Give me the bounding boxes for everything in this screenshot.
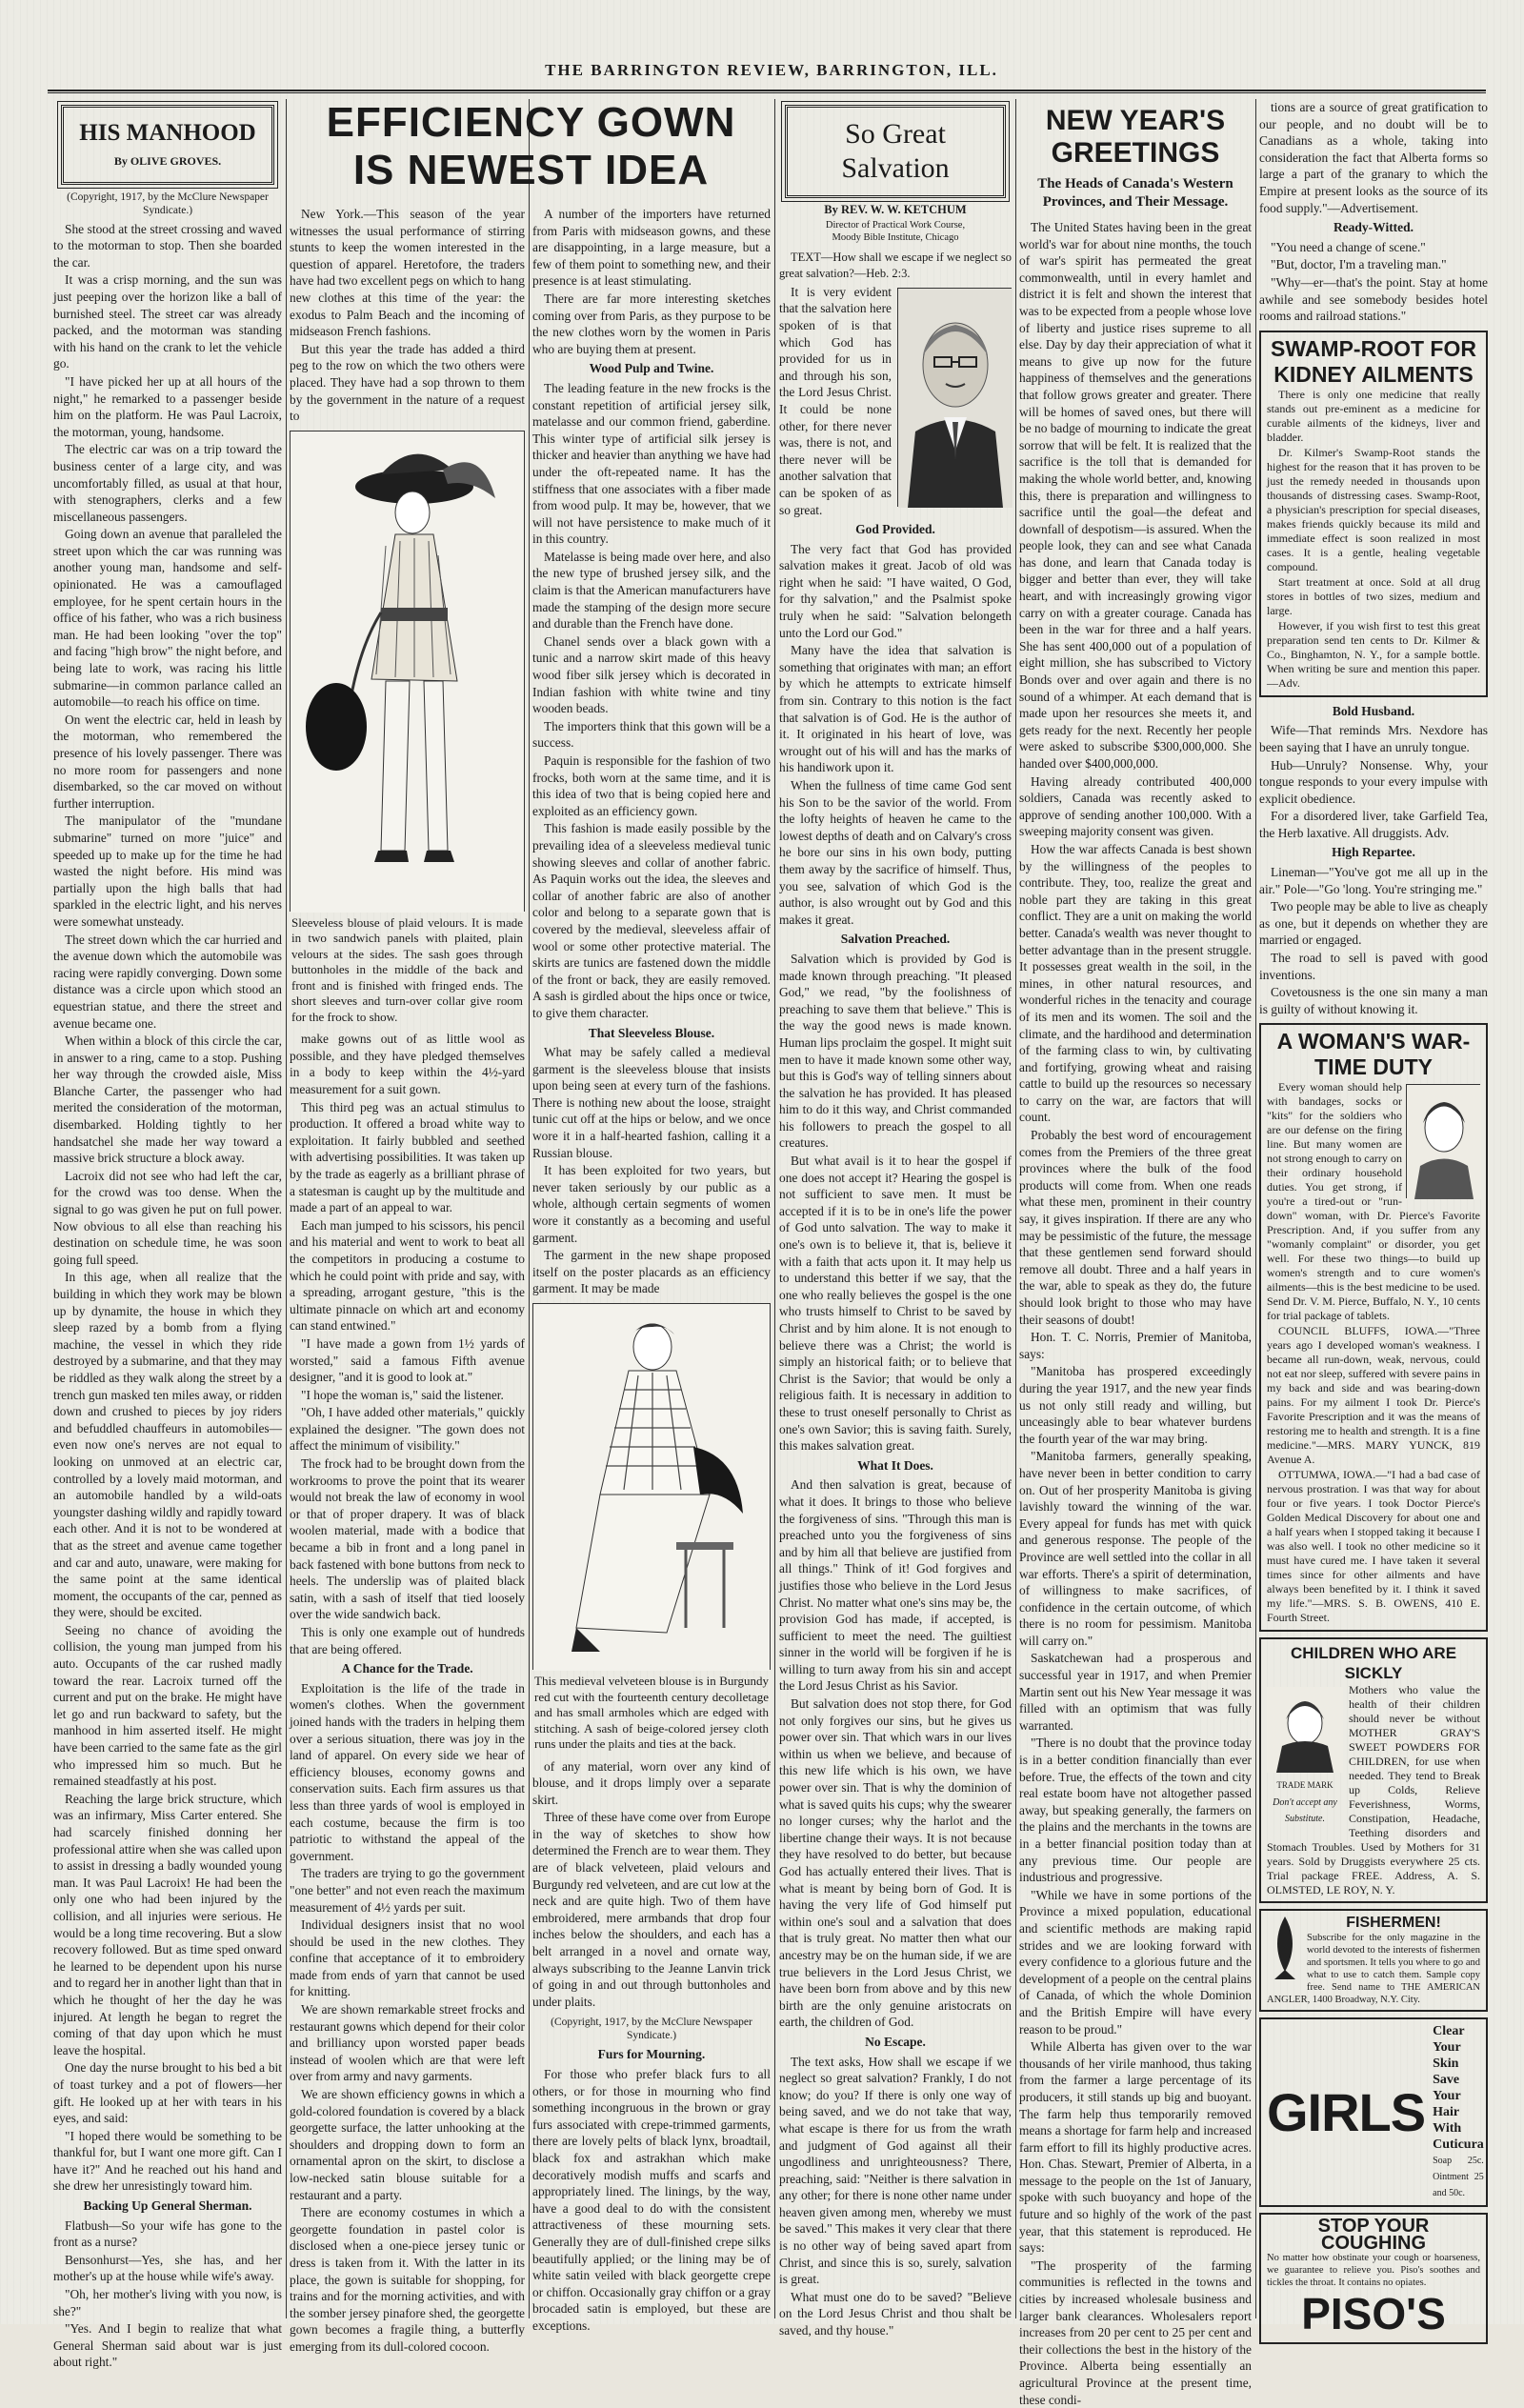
paragraph: "Manitoba has prospered exceedingly during the year 1917, and the new year finds us not only still ready and willing, but unceasingly able to bear whatever burdens the fourth year of the war may bring. (1019, 1364, 1252, 1446)
subhead: Salvation Preached. (840, 932, 951, 947)
story-author: By OLIVE GROVES. (113, 154, 222, 168)
sermon-body (779, 951, 1012, 1455)
article-body-b1 (532, 380, 771, 1022)
paragraph: The very fact that God has provided salvation makes it great. Jacob of old was right when he said: "I have waited, O God, for thy salvation," and the Psalmist spoke truly when he said: "Salvation belongeth unto the Lord our God." (779, 541, 1012, 640)
column-efficiency-a (290, 206, 525, 2354)
sermon-title-line1: So Great (845, 118, 946, 150)
paragraph: The frock had to be brought down from the workrooms to prove the point that its wearer would not break the law of economy in wool or that of proper drapery. It was of black woolen material, made with a bodice that became a bib in front and a long panel in back fastened with bone buttons from neck to heels. The underslip was of plaited black satin, with a sash of itself that tied loosely over the wide sandwich back. (290, 1456, 525, 1622)
paragraph: "I have picked her up at all hours of the night," he remarked to a passenger beside him on the platform. He was Paul Lacroix, the motorman, young, handsome. (53, 373, 282, 439)
paragraph: Wife—That reminds Mrs. Nexdore has been saying that I have an unruly tongue. (1259, 723, 1488, 754)
paragraph: make gowns out of as little wool as possible, and they have pledged themselves in a body to keep within the 4½-yard measurement for a suit gown. (290, 1032, 525, 1096)
fashion-illustration-1 (290, 431, 525, 912)
paragraph: "I hoped there would be something to be thankful for, but I want one more gift. Can I have it?" And he reached out his hand and she drew her unresistingly toward him. (53, 2128, 282, 2194)
piso-body: No matter how obstinate your cough or hoarseness, we guarantee to relieve you. Piso's soothes and tickles the throat. It contains no opiates. (1267, 2253, 1480, 2289)
joke-ready-witted (1259, 239, 1488, 325)
children-ad-body: Mothers who value the health of their children should never be without MOTHER GRAY'S SWEET POWDERS FOR CHILDREN, for use when needed. They tend to Break up Colds, Relieve Feverishness, Worms, Constipation, Headache, Teething disorders and Stomach Troubles. Used by Mothers for 31 years. Sold by Druggists everywhere 25 cts. Trial package FREE. Address, A. S. OLMSTED, LE ROY, N. Y. (1267, 1683, 1480, 1897)
paragraph: "Manitoba farmers, generally speaking, have never been in better condition to carry on. Out of her prosperity Manitoba is giving lavishly toward the winning of the war. Every appeal for funds has met with quick and generous response. The people of the Province are well settled into the collar in all war efforts. There's a spirit of determination, of willingness to make sacrifices, of confidence in the certain outcome, of which there is no room for pessimism. Manitoba will carry on." (1019, 1449, 1252, 1648)
children-sickly-ad (1259, 1637, 1488, 1903)
cuticura-line: Clear Your Skin (1433, 2024, 1465, 2071)
paragraph: But salvation does not stop there, for God not only forgives our sins, but he gives us power over sin. That which wars in our lives within us when we believe, and because of this new life which is his own, we have power over sin. That is why the dominion of what is saved quits his cups; why the swearer no longer curses; why the harlot and the libertine change their ways. It is not because they have resolved to do better, but because God has actually entered their lives. That is what is meant by being born of God. It is having the very life of God himself put within one's soul and a salvation that does that is truly great. No matter then what our ancestry may be on the human side, if we are true believers in the Lord Jesus Christ, we have been born from above and by this new birth are the only genuine aristocrats on earth, the children of God. (779, 1696, 1012, 2030)
fashion-illustration-2 (532, 1303, 771, 1670)
article-body-a3 (290, 1680, 525, 2356)
paragraph: Chanel sends over a black gown with a tunic and a narrow skirt made of this heavy wood fiber silk jersey which is decorated in Indian fashion with white twine and tiny wooden beads. (532, 633, 771, 716)
paragraph: The leading feature in the new frocks is the constant repetition of artificial jersey silk, matelasse and our common friend, gaberdine. This winter type of artificial silk jersey is thicker and heavier than anything we have had under the oft-repeated name. It has the stiffness that one associates with a fiber made from wood pulp. It may be, however, that we will not have persistence to make much of it in this country. (532, 380, 771, 547)
subhead: God Provided. (855, 522, 935, 537)
paragraph: The street down which the car hurried and the avenue down which the automobile was racing were rapidly converging. Down some distance was a circle upon which stood an equestrian statue, and there the street and avenue became one. (53, 932, 282, 1031)
cuticura-price: Soap 25c. Ointment 25 and 50c. (1433, 2156, 1484, 2198)
paragraph: Three of these have come over from Europe in the way of sketches to show how determined the French are to wear them. They are of black velveteen, plaid velours and Burgundy red velveteen, and are cut low at the neck and are quite high. Two of them have embroidered, mere armbands that drop four inches below the shoulders, and each has a belt arranged in a novel and ornate way, always subscribing to the Jeanne Lanvin trick of going in and out through buttonholes and under plaits. (532, 1810, 771, 2009)
paragraph: However, if you wish first to test this great preparation send ten cents to Dr. Kilmer & Co., Binghamton, N. Y., for a sample bottle. When writing be sure and mention this paper.—Adv. (1267, 618, 1480, 690)
paragraph: There is only one medicine that really stands out pre-eminent as a medicine for curable ailments of the kidneys, liver and bladder. (1267, 387, 1480, 444)
subhead: What It Does. (857, 1457, 933, 1473)
paragraph: On went the electric car, held in leash by the motorman, who remembered the presence of his lovely passenger. There was no more room for passengers and none disembarked, so the car moved on without further interruption. (53, 712, 282, 811)
article-body-b3 (532, 1758, 771, 2011)
paragraph: Bensonhurst—Yes, she has, and her mother's up at the house while wife's away. (53, 2252, 282, 2284)
greetings-body (1019, 219, 1252, 2408)
sermon-author: By REV. W. W. KETCHUM (824, 203, 967, 216)
paragraph: Having already contributed 400,000 soldiers, Canada was recently asked to approve of sending another 100,000. With a sweeping majority consent was given. (1019, 773, 1252, 839)
children-ad-headline: CHILDREN WHO ARE SICKLY (1290, 1644, 1457, 1683)
woman-hat-blouse-illustration (291, 431, 524, 913)
paragraph: OTTUMWA, IOWA.—"I had a bad case of nervous prostration. I was that way for about four or five years. I took Doctor Pierce's Golden Medical Discovery for about one and a half years when I stopped taking it because I was also well. I took no other medicine so it must have cured me. I have taken it several times since for other ailments and have always been benefited by it. I think it saved my life."—MRS. S. B. OWENS, 410 E. Fourth Street. (1267, 1468, 1480, 1625)
stop-coughing-headline: STOP YOUR COUGHING (1317, 2216, 1430, 2254)
paragraph: "You need a change of scene." (1271, 239, 1426, 254)
paragraph: The electric car was on a trip toward the business center of a large city, and was uncomfortably filled, as usual at that hour, with stenographers, clerks and a few miscellaneous passengers. (53, 442, 282, 524)
paragraph: Paquin is responsible for the fashion of two frocks, both worn at the same time, and it is this idea of two that is being copied here and exploited as an efficiency gown. (532, 753, 771, 818)
continued-text: tions are a source of great gratification to our people, and no doubt will be to Canadians as a whole, taking into consideration the fact that Alberta forms so large a part of the granary to which the Empire at present looks as the source of its food supply."—Advertisement. (1259, 100, 1488, 215)
cuticura-line: Save Your Hair (1433, 2073, 1461, 2119)
piso-ad (1259, 2213, 1488, 2344)
joke-high-repartee (1259, 864, 1488, 1017)
paragraph: But this year the trade has added a third peg to the row on which the two others were placed. They have had a sop thrown to them by the government in the nature of a request to (290, 341, 525, 424)
paragraph: The text asks, How shall we escape if we neglect so great salvation? Frankly, I do not know; do you? If there is only one way of being saved, and we do not take that way, what escape is there for us from the wrath and judgment of God against all their ungodliness and unrighteousness? There, preaching, said: "Neither is there salvation in any other; for there is none other name under heaven given among men, whereby we must be saved." This makes it very clear that there is no other way of being saved apart from Christ, and since this is so, surely, salvation is great. (779, 2054, 1012, 2287)
article-body-a2 (290, 1031, 525, 1657)
subhead: Backing Up General Sherman. (83, 2198, 252, 2214)
paragraph: Flatbush—So your wife has gone to the front as a nurse? (53, 2217, 282, 2250)
paragraph: Salvation which is provided by God is made known through preaching. "It pleased God," we read, "by the foolishness of preaching to save them that believe." This is the way the good news is made known. Human lips proclaim the gospel. It might suit men to have it made known some other way, but this is God's way of telling sinners about the salvation he has provided. It has pleased him to do it this way, and Christ commanded his followers to preach the gospel to all creatures. (779, 951, 1012, 1151)
paragraph: "Oh, I have added other materials," quickly explained the designer. "The gown does not affect the minimum of visibility." (290, 1405, 525, 1454)
fish-icon (1267, 1915, 1303, 1981)
sermon-title-line2: Salvation (841, 152, 950, 184)
paragraph: The manipulator of the "mundane submarine" turned on more "juice" and speeded up to make up for the time he had wasted the night before. His mind was partially upon the high balls that had sparkled in the electric light, and his nerves were somewhat unsteady. (53, 813, 282, 929)
paragraph: "Yes. And I begin to realize that what General Sherman said about war is just about right." (53, 2321, 282, 2370)
paragraph: It is very evident that the salvation here spoken of is that which God has provided for us in and through his son, the Lord Jesus Christ. It could be none other, for there never was, there is not, and there never will be another salvation that can be spoken of as so great. (779, 284, 892, 517)
efficiency-gown-headline (291, 99, 772, 202)
column-efficiency-b (532, 206, 771, 2333)
piso-brand: PISO'S (1301, 2289, 1446, 2339)
paragraph: It has been exploited for two years, but never taken seriously by our public as a whole, although certain segments of women wore it constantly as a becoming and useful garment. (532, 1163, 771, 1245)
paragraph: What must one do to be saved? "Believe on the Lord Jesus Christ and thou shalt be saved, and thy house." (779, 2289, 1012, 2338)
paragraph: Hon. T. C. Norris, Premier of Manitoba, says: (1019, 1330, 1252, 1361)
paragraph: But what avail is it to hear the gospel if one does not accept it? Hearing the gospel is not sufficient to save men. It must be accepted if it is to be in one's life the power of God unto salvation. The way to make it one's own is to believe it, that is, believe it with a faith that acts upon it. It may help us to understand this better if we say, that the one who really believes the gospel is the one who trusts himself to Christ to be saved by Christ and by him alone. It is not enough to believe there was a Christ; the world is simply an historical faith; or to believe that Christ is the Savior; that would be only a religious faith. It is necessary in addition to these to trust oneself personally to Christ as one's own Savior; this is saving faith. Surely, this makes salvation great. (779, 1154, 1012, 1454)
paragraph: Probably the best word of encouragement comes from the Premiers of the three great provinces where the bulk of the food products will come from. When one reads what these men, prominent in their country say, it gives inspiration. If there are any who may be pessimistic of the future, the message that these gentlemen send forward should remove all doubt. Three and a half years in the war, able to speak as they do, the future should look bright to those who may have their seasons of doubt! (1019, 1128, 1252, 1327)
substitute-warning: Don't accept any Substitute. (1273, 1796, 1337, 1825)
headline-line-1: EFFICIENCY GOWN (326, 99, 736, 146)
subhead: A Chance for the Trade. (341, 1661, 473, 1676)
paragraph: New York.—This season of the year witnesses the usual performance of stirring stunts to keep the women interested in the question of apparel. Heretofore, the traders have had two excellent pegs on which to hang new clothes at this time of the year: the exodus to Palm Beach and the incoming of midseason French fashions. (290, 207, 525, 339)
illustration-caption-1: Sleeveless blouse of plaid velours. It is made in two sandwich panels with plaited, plain velours at the sides. The sash goes through buttonholes in the middle of the back and front and is finished with fringed ends. The short sleeves and turn-over collar give room for the frock to show. (291, 914, 523, 1024)
article-body-b2 (532, 1044, 771, 1297)
paragraph: Each man jumped to his scissors, his pencil and his material and went to work to beat all the competitors in producing a costume to which he could point with pride and say, with a spreading, arrogant gesture, "this is the ultimate pinnacle on which art and economy can stand entwined." (290, 1217, 525, 1334)
subhead: Furs for Mourning. (597, 2047, 706, 2062)
column-ads (1259, 99, 1488, 2339)
illustration-caption-2: This medieval velveteen blouse is in Burgundy red cut with the fourteenth century decolletage and has small armholes which are edged with stitching. A sash of beige-colored jersey cloth runs under the plaits and ties at the back. (534, 1674, 769, 1751)
paragraph: Seeing no chance of avoiding the collision, the young man jumped from his auto. Occupants of the car rushed madly toward the rear. Lacroix turned off the current and put on the brake. He might have let go and run backward to safety, but the manhood in him asserted itself. He might have been carried to the same fate as the girl who impressed him so much. But he remained steadfastly at his post. (53, 1622, 282, 1789)
affiliation-line: Director of Practical Work Course, (825, 219, 966, 231)
joke-bold-husband (1259, 722, 1488, 807)
paragraph: "The prosperity of the farming communities is reflected in the towns and cities by increased wholesale business and larger bank clearances. Wholesalers report increases from 20 per cent to 25 per cent and their collections the best in the history of the Province. Alberta being essentially an agricultural Province at the present time, these condi- (1019, 2258, 1252, 2407)
cuticura-side (1433, 2023, 1484, 2201)
paragraph: Lacroix did not see who had left the car, for the crowd was too dense. When the signal to go was given he put on full power. Now obvious to all else than reaching his destination on schedule time, he was soon going full speed. (53, 1168, 282, 1267)
cuticura-line: With Cuticura (1433, 2121, 1484, 2152)
column-rule (1255, 99, 1256, 2318)
story-title: HIS MANHOOD (79, 120, 256, 146)
paragraph: "I hope the woman is," said the listener. (301, 1387, 504, 1402)
sermon-text-intro: TEXT—How shall we escape if we neglect so great salvation?—Heb. 2:3. (779, 250, 1012, 281)
paragraph: Saskatchewan had a prosperous and successful year in 1917, and when Premier Martin sent out his New Year message it was filled with an optimism that was fully warranted. (1019, 1651, 1252, 1733)
copyright-line: (Copyright, 1917, by the McClure Newspaper Syndicate.) (551, 2017, 752, 2042)
paragraph: We are shown efficiency gowns in which a gold-colored foundation is covered by a black georgette surface, the latter unhooking at the shoulders and dropping down to form an ornamental apron on the skirt, to disclose a low-necked satin blouse suitable for a restaurant and a party. (290, 2087, 525, 2202)
paragraph: "There is no doubt that the province today is in a better condition financially than ever before. True, the effects of the town and city real estate boom have not altogether passed away, but speaking generally, the farmers on the plains and the merchants in the towns are in a better financial position today than at any previous time. Our people are industrious and progressive. (1019, 1736, 1252, 1885)
engraved-woman-portrait (1407, 1085, 1481, 1199)
paragraph: Two people may be able to live as cheaply as one, but it depends on whether they are married or engaged. (1259, 899, 1488, 948)
seated-woman-velveteen-illustration (533, 1304, 770, 1671)
paragraph: Start treatment at once. Sold at all drug stores in bottles of two sizes, medium and large. (1267, 574, 1480, 617)
affiliation-line: Moody Bible Institute, Chicago (832, 231, 959, 243)
swamp-root-body (1267, 388, 1480, 691)
paragraph: "Why—er—that's the point. Stay at home awhile and see somebody besides hotel rooms and railroad stations." (1259, 274, 1488, 324)
swamp-root-headline: SWAMP-ROOT FOR KIDNEY AILMENTS (1271, 335, 1476, 387)
column-rule (774, 99, 775, 2318)
greetings-headline: NEW YEAR'S GREETINGS (1045, 105, 1226, 169)
sermon-body (779, 2054, 1012, 2339)
story-body-2 (53, 2217, 282, 2371)
article-body-b (532, 206, 771, 357)
story-title-box (61, 105, 274, 185)
paragraph: Many have the idea that salvation is something that originates with man; an effort by which he attempts to extricate himself from sin. Contrary to this notion is the fact that salvation is of God. He is the author of it. It originated in his heart of love, was wrought out of his will and has the marks of his handiwork upon it. (779, 643, 1012, 775)
headline-line-2: IS NEWEST IDEA (352, 147, 710, 193)
paragraph: This fashion is made easily possible by the prevailing idea of a sleeveless medieval tunic showing sleeves and collar of another fabric. As Paquin works out the idea, the sleeves and collar of another fabric are also of another color and belong to a separate gown that is covered by the medieval, sleeveless affair of wool or some other protective material. The skirts are tunics are fastened down the middle of the front or back, they are easily removed. A sash is girdled about the hips once or twice, to give them character. (532, 821, 771, 1020)
column-rule (286, 99, 287, 2318)
paragraph: A number of the importers have returned from Paris with midseason gowns, and these are disappointing, in a large measure, but a few of them point to something new, and their presence is at least stimulating. (532, 207, 771, 289)
subhead: Bold Husband. (1332, 703, 1415, 718)
column-rule (1015, 99, 1016, 2318)
trade-mark-block (1267, 1687, 1343, 1827)
paragraph: Hub—Unruly? Nonsense. Why, your tongue responds to your every impulse with explicit obedience. (1259, 757, 1488, 806)
article-body-a (290, 206, 525, 425)
woman-portrait-1 (1406, 1084, 1480, 1198)
paragraph: When within a block of this circle the car, in answer to a ring, came to a stop. Pushing her way through the crowded aisle, Miss Blanche Carter, the passenger who had merited the consideration of the motorman, disembarked. Holding tightly to her handsatchel she made her way toward a massive brick structure a block away. (53, 1033, 282, 1166)
paragraph: Going down an avenue that paralleled the street upon which the car was running was another young man, handsome and self-opinionated. He was a camouflaged employee, for he spent certain hours in the office of his father, who was a rich business man. He had been looking "over the top" and facing "high brow" the night before, and being late to work, was racing his little submarine—in common parlance called an automobile—to reach his office on time. (53, 527, 282, 710)
sermon-body (779, 541, 1012, 929)
paragraph: There are far more interesting sketches coming over from Paris, as they purpose to be the new clothes worn by the women in Paris who are buying them at present. (532, 291, 771, 356)
article-body-b4 (532, 2066, 771, 2335)
paragraph: What may be safely called a medieval garment is the sleeveless blouse that insists upon being seen at every turn of the fashions. There is nothing new about the loose, straight tunic cut off at the hips or below, and we once wore it in a half-hearted fashion, calling it a Russian blouse. (532, 1045, 771, 1160)
paragraph: For those who prefer black furs to all others, or for those in mourning who find something incongruous in the brown or gray furs associated with crepe-trimmed garments, there are lovely pelts of black lynx, broadtail, black fox and astrakhan which make decoratively modish muffs and scarfs and appropriately lined. The linings, by the way, have a good deal to do with the consistent attractiveness of these mourning sets. Generally they are of dull-finished crepe silks beautifully applied; or the lining may be of white satin veiled with black georgette crepe or chiffon. Occasionally gray chiffon or a gray brocaded satin is employed, but these are exceptions. (532, 2067, 771, 2333)
mother-gray-portrait (1267, 1687, 1343, 1773)
paragraph: COUNCIL BLUFFS, IOWA.—"Three years ago I developed woman's weakness. I became all run-down, weak, nervous, could not eat nor sleep, suffered with severe pains in my back and side and was bearing-down pains. For my ailment I took Dr. Pierce's Favorite Prescription and it was the means of restoring me to health and strength. It is a fine medicine."—MRS. MARY YUNCK, 819 Avenue A. (1267, 1324, 1480, 1467)
masthead-rule (48, 90, 1486, 93)
sermon-body (779, 1476, 1012, 2031)
fishermen-ad (1259, 1909, 1488, 2012)
subhead: No Escape. (865, 2034, 926, 2049)
fishermen-body: Subscribe for the only magazine in the world devoted to the interests of fishermen and sportsmen. It tells you where to go and what to use to catch them. Sample copy free. Send name to THE AMERICAN ANGLER, 1400 Broadway, N.Y. City. (1267, 1933, 1480, 2005)
paragraph: While Alberta has given over to the war thousands of her virile manhood, thus taking from the farmer a large percentage of its producers, it still stands up big and buoyant. The farm help thus temporarily removed means a shortage for farm help and increased farm effort to fill its highly productive acres. Hon. Chas. Stewart, Premier of Alberta, in a message to the people on the 1st of January, spoke with such buoyancy and hope of the future and so highly of the work of the past year, that this statement is reproduced. He says: (1019, 2039, 1252, 2256)
paragraph: We are shown remarkable street frocks and restaurant gowns which depend for their color and brilliancy upon worsted paper beads instead of woolen which are that were left over from army and navy garments. (290, 2002, 525, 2084)
column-his-manhood (53, 99, 282, 2370)
column-rule (529, 99, 530, 2318)
column-so-great-salvation (779, 99, 1012, 2338)
paragraph: The traders are trying to go the government "one better" and not even reach the maximum measurement of 4½ yards per suit. (290, 1866, 525, 1915)
paragraph: The importers think that this gown will be a success. (532, 718, 771, 751)
paragraph: She stood at the street crossing and waved to the motorman to stop. Then she boarded the car. (53, 221, 282, 270)
subhead: High Repartee. (1332, 845, 1415, 860)
sermon-affiliation (779, 219, 1012, 244)
greetings-deck: The Heads of Canada's Western Provinces, and Their Message. (1037, 176, 1233, 210)
paragraph: Covetousness is the one sin many a man is guilty of without knowing it. (1259, 985, 1488, 1016)
paragraph: Every woman should help with bandages, socks or "kits" for the soldiers who are our defense on the firing line. But many women are not strong enough to carry on their ordinary household duties. You get strong, if you're a tired-out or "run-down" woman, with Dr. Pierce's Favorite Prescription. And, if you suffer from any "womanly complaint" or disorder, you get well. For these two things—to build up women's strength and to cure women's ailments—this is the best medicine to be used. Send Dr. V. M. Pierce, Buffalo, N. Y., 10 cents for trial package of tablets. (1267, 1080, 1480, 1323)
subhead: Ready-Witted. (1333, 220, 1414, 235)
paragraph: of any material, worn over any kind of blouse, and it drops limply over a separate skirt. (532, 1758, 771, 1807)
paragraph: Reaching the large brick structure, which was an infirmary, Miss Carter entered. She had scarcely finished donning her professional attire when she was called upon to assist in dressing a badly wounded young man. It was Paul Lacroix! He had been the only one who had been injured by the collision, and all injuries were serious. He would be a long time recovering. But a slow recovery followed. But as time sped onward he learned to be dependent upon his nurse and to regard her in another light than that in which he thought of her the day he was injured. At length he began to regret the coming of that day upon which he must leave the hospital. (53, 1791, 282, 2057)
paragraph: "Oh, her mother's living with you now, is she?" (53, 2287, 282, 2318)
story-body (53, 221, 282, 2195)
paragraph: This is only one example out of hundreds that are being offered. (290, 1625, 525, 1656)
masthead: THE BARRINGTON REVIEW, BARRINGTON, ILL. (545, 61, 998, 79)
paragraph: One day the nurse brought to his bed a bit of toast turkey and a pot of flowers—her gift. He looked up at her with tears in his eyes, and said: (53, 2060, 282, 2126)
fishermen-headline: FISHERMEN! (1346, 1915, 1441, 1932)
garfield-ad: For a disordered liver, take Garfield Tea, the Herb laxative. All druggists. Adv. (1259, 809, 1488, 840)
paragraph: It was a crisp morning, and the sun was just peeping over the horizon like a ball of burnished steel. The street car was already packed, and the motorman was standing with his hand on the crank to let the vehicle go. (53, 272, 282, 371)
paragraph: Matelasse is being made over here, and also the new type of brushed jersey silk, and the claim is that the American manufacturers have made the stamping of the design more secure and durable than the French have done. (532, 549, 771, 632)
swamp-root-ad (1259, 331, 1488, 697)
paragraph: When the fullness of time came God sent his Son to be the savior of the world. From the lofty heights of heaven he came to the lowest depths of death and on Calvary's cross he bore our sins in his own body, putting them away by the sacrifice of himself. Thus, you see, salvation of which God is the author, is also wrought out by God and this makes it great. (779, 778, 1012, 927)
paragraph: In this age, when all realize that the building in which they work may be blown up by dynamite, the house in which they sleep razed by a bomb from a flying machine, the vessel in which they ride destroyed by a submarine, and that they may be riddled as they walk along the street by a trench gun masked ten miles away, or ridden down and crushed to pieces by joy riders and befuddled chauffeurs in automobiles—even now one's nerves are not equal to looking on unmoved at an electric car, controlled by a lovely maid motorman, and an automobile handled by a wild-oats youngster dashing wildly and rapidly toward each other. And it is not to be wondered at that as the street and avenue came together and car and auto, unaware, were making for the same point at the same identical moment, the occupants of the car, penned as they were, should be excited. (53, 1270, 282, 1620)
paragraph: Dr. Kilmer's Swamp-Root stands the highest for the reason that it has proven to be just the remedy needed in thousands upon thousands of distressing cases. Swamp-Root, a physician's prescription for special diseases, makes friends quickly because its mild and immediate effect is soon realized in most cases. It is a gentle, healing vegetable compound. (1267, 445, 1480, 573)
subhead: That Sleeveless Blouse. (588, 1025, 715, 1040)
paragraph: There are economy costumes in which a georgette foundation in pastel color is disclosed when a one-piece jersey tunic or dress is taken from it. With the latter in its place, the gown is suitable for shopping, for trains and for the morning activities, and with the somber jersey pinafore shed, the georgette gown becomes a fragile thing, a butterfly emerging from its dull-colored cocoon. (290, 2205, 525, 2354)
column-new-years-greetings (1019, 99, 1252, 2407)
sermon-title-box (785, 105, 1006, 198)
paragraph: "But, doctor, I'm a traveling man." (1271, 257, 1447, 272)
paragraph: And then salvation is great, because of what it does. It brings to those who believe the forgiveness of sins. "Through this man is preached unto you the forgiveness of sins and by him all that believe are justified from all things." Think of it! God forgives and justifies those who believe in the Lord Jesus Christ. No matter what one's sins may be, the provision God has made, if accepted, is sufficient to meet the need. The guiltiest sinner in the world will be forgiven if he is willing to turn away from his sin and accept the Lord Jesus Christ as his Savior. (779, 1477, 1012, 1694)
paragraph: The road to sell is paved with good inventions. (1259, 951, 1488, 982)
paragraph: "While we have in some portions of the Province a mixed population, educational and scientific methods are making rapid strides and we are looking forward with every confidence to a glorious future and the development of a people on the central plains of Canada, of which the whole Dominion and the British Empire will have every reason to be proud." (1019, 1887, 1252, 2037)
paragraph: How the war affects Canada is best shown by the willingness of the peoples to contribute. They, too, realize the great and noble part they are taking in this great conflict. They are a unit on making the world better. Canada's wealth was never thought to better advantage than in the present struggle. It possesses great wealth in the soil, in the mines, in other natural resources, and wonderful riches in the tenacity and courage of its men and its women. The soil and the climate, and the hardihood and determination of the farming class to win, by cultivating and fortifying, growing wheat and raising cattle to build up the resources so necessary to carry on the war, are factors that will count. (1019, 841, 1252, 1125)
paragraph: "I have made a gown from 1½ yards of worsted," said a famous Fifth avenue designer, "and it is good to look at." (290, 1335, 525, 1385)
paragraph: This third peg was an actual stimulus to production. It offered a broad white way to exploitation. It fairly bubbled and seethed with advertising possibilities. It was taken up by the trade as eagerly as a brilliant phrase of a statesman is caught up by the multitude and made a part of an appeal to war. (290, 1099, 525, 1215)
paragraph: Exploitation is the life of the trade in women's clothes. When the government joined hands with the traders in helping them over a serious situation, there was joy in the land of apparel. On every side we hear of efficiency blouses, economy gowns and conservation suits. Each firm assures us that less than three yards of wool is employed in each costume, because the firm is too patriotic to withstand the appeal of the government. (290, 1680, 525, 1863)
paragraph: Lineman—"You've got me all up in the air." Pole—"Go 'long. You're stringing me." (1259, 865, 1488, 896)
cuticura-girls-ad (1259, 2017, 1488, 2207)
copyright-line: (Copyright, 1917, by the McClure Newspaper Syndicate.) (67, 191, 269, 216)
woman-ad-headline: A WOMAN'S WAR-TIME DUTY (1276, 1029, 1471, 1080)
paragraph: The United States having been in the great world's war for about nine months, the touch of war's spirit has permeated the great commonwealth, until in every hamlet and district it is felt and shown the interest that was to be expected from a people whose love of liberty and justice rises supreme to all else. Day by day their appreciation of what it means to give up now for the future happiness of themselves and the generations that follow grows greater and greater. There will be homes of saved ones, but there will be no badge of mourning to indicate the great sorrow that will be felt. It is realized that the sacrifice is the toll that is demanded for making the whole world better, and, knowing this, there is preparation and willingness to sacrifice until the goal—the defeat and downfall of despotism—is assured. When the people look, they can and see what Canada has done, and learn that Canada today is bigger and better than ever, they will take heart, and with increasingly growing vigor carry on with a greater courage. Canada has been in the war for three and a half years. She has sent 400,000 out of a population of eight million, she has subscribed to Victory Bonds over and over again and there is no sound of a whimper. At each demand that is made upon her resources she meets it, and gets ready for the next. Recently her people were asked to subscribe $300,000,000. She handed over $400,000,000. (1019, 220, 1252, 771)
portrait-rev-ketchum (897, 288, 1012, 507)
trade-mark-label: TRADE MARK (1276, 1780, 1334, 1790)
paragraph: Individual designers insist that no wool should be used in the new clothes. They confine that acceptance of it to embroidery made from ends of yarn that cannot be used for knitting. (290, 1917, 525, 1999)
subhead: Wood Pulp and Twine. (589, 361, 714, 376)
portrait-photo (898, 289, 1013, 508)
womans-war-time-duty-ad (1259, 1023, 1488, 1632)
girls-big-text: GIRLS (1267, 2081, 1426, 2142)
paragraph: The garment in the new shape proposed itself on the poster placards as an efficiency garment. It may be made (532, 1248, 771, 1296)
